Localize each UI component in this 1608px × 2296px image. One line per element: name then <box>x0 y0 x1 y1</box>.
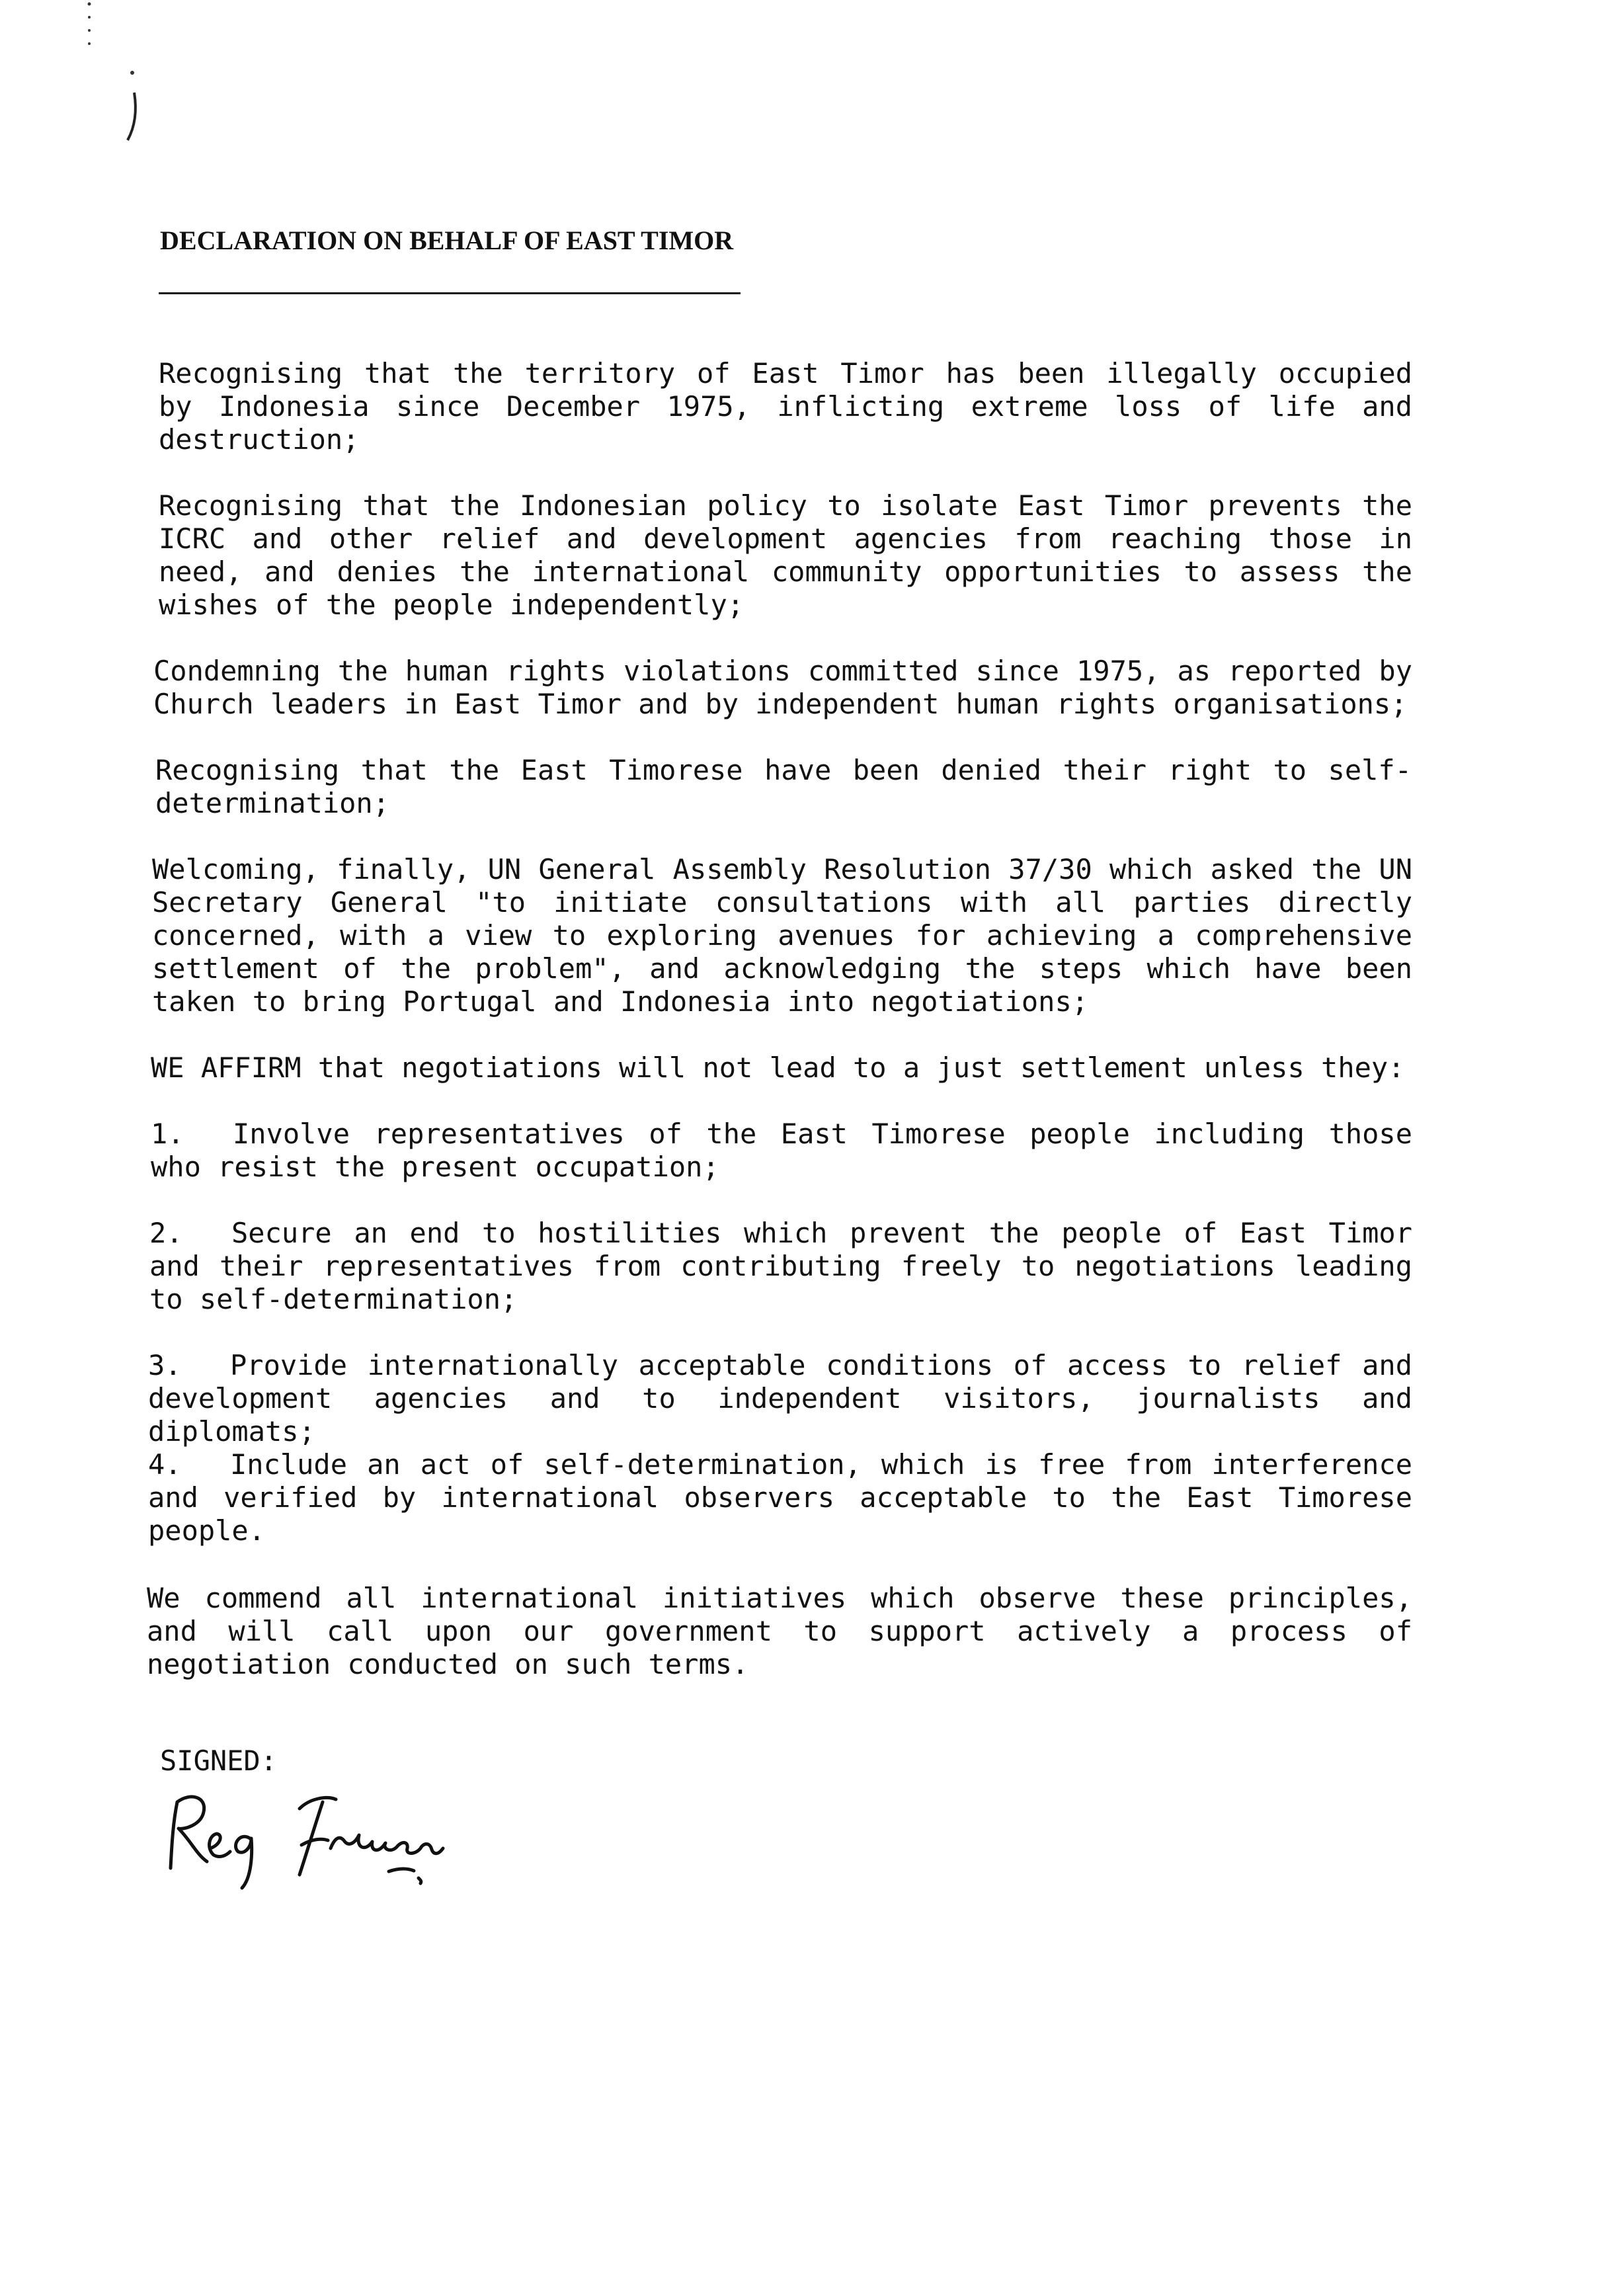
point-1 <box>151 1118 1412 1184</box>
signed-label: SIGNED: <box>160 1744 278 1777</box>
point-text: Involve representatives of the East Timorese people including those who resist the present occupation; <box>151 1118 1412 1183</box>
point-4 <box>148 1448 1412 1547</box>
paragraph-we-affirm: WE AFFIRM that negotiations will not lead to a just settlement unless they: <box>151 1051 1405 1084</box>
paragraph-welcoming-resolution: Welcoming, finally, UN General Assembly Resolution 37/30 which asked the UN Secretary General "to initiate consultations with all parties directly concerned, with a view to exploring avenues for achieving a comprehensive settlement of the problem", and acknowledging the steps which have been taken to bring Portugal and Indonesia into negotiations; <box>152 853 1412 1018</box>
point-3 <box>148 1349 1412 1448</box>
margin-marks <box>83 0 142 159</box>
point-text: Secure an end to hostilities which prevent the people of East Timor and their representatives from contributing freely to negotiations leading to self-determination; <box>149 1217 1412 1315</box>
paragraph-recognising-self-determination: Recognising that the East Timorese have been denied their right to self-determination; <box>155 754 1412 819</box>
point-number: 3. <box>148 1349 182 1381</box>
paragraph-condemning-violations: Condemning the human rights violations committed since 1975, as reported by Church leaders in East Timor and by independent human rights organisations; <box>153 655 1412 720</box>
closing-paragraph: We commend all international initiatives which observe these principles, and will call upon our government to support actively a process of negotiation conducted on such terms. <box>147 1582 1412 1680</box>
document-title: DECLARATION ON BEHALF OF EAST TIMOR <box>160 226 734 255</box>
paragraph-recognising-occupation: Recognising that the territory of East Timor has been illegally occupied by Indonesia since December 1975, inflicting extreme loss of life and destruction; <box>159 357 1412 456</box>
point-text: Provide internationally acceptable conditions of access to relief and development agencies and to independent visitors, journalists and diplomats; <box>148 1349 1412 1448</box>
paragraph-recognising-isolation: Recognising that the Indonesian policy to isolate East Timor prevents the ICRC and other relief and development agencies from reaching those in need, and denies the international community opportunities to assess the wishes of the people independently; <box>159 489 1412 621</box>
point-number: 1. <box>151 1118 184 1150</box>
point-2 <box>149 1217 1412 1316</box>
point-text: Include an act of self-determination, which is free from interference and verified by international observers acceptable to the East Timorese people. <box>148 1448 1412 1547</box>
handwritten-signature <box>157 1756 501 1901</box>
point-number: 4. <box>148 1448 182 1481</box>
point-number: 2. <box>149 1217 183 1249</box>
title-underline <box>159 292 741 294</box>
